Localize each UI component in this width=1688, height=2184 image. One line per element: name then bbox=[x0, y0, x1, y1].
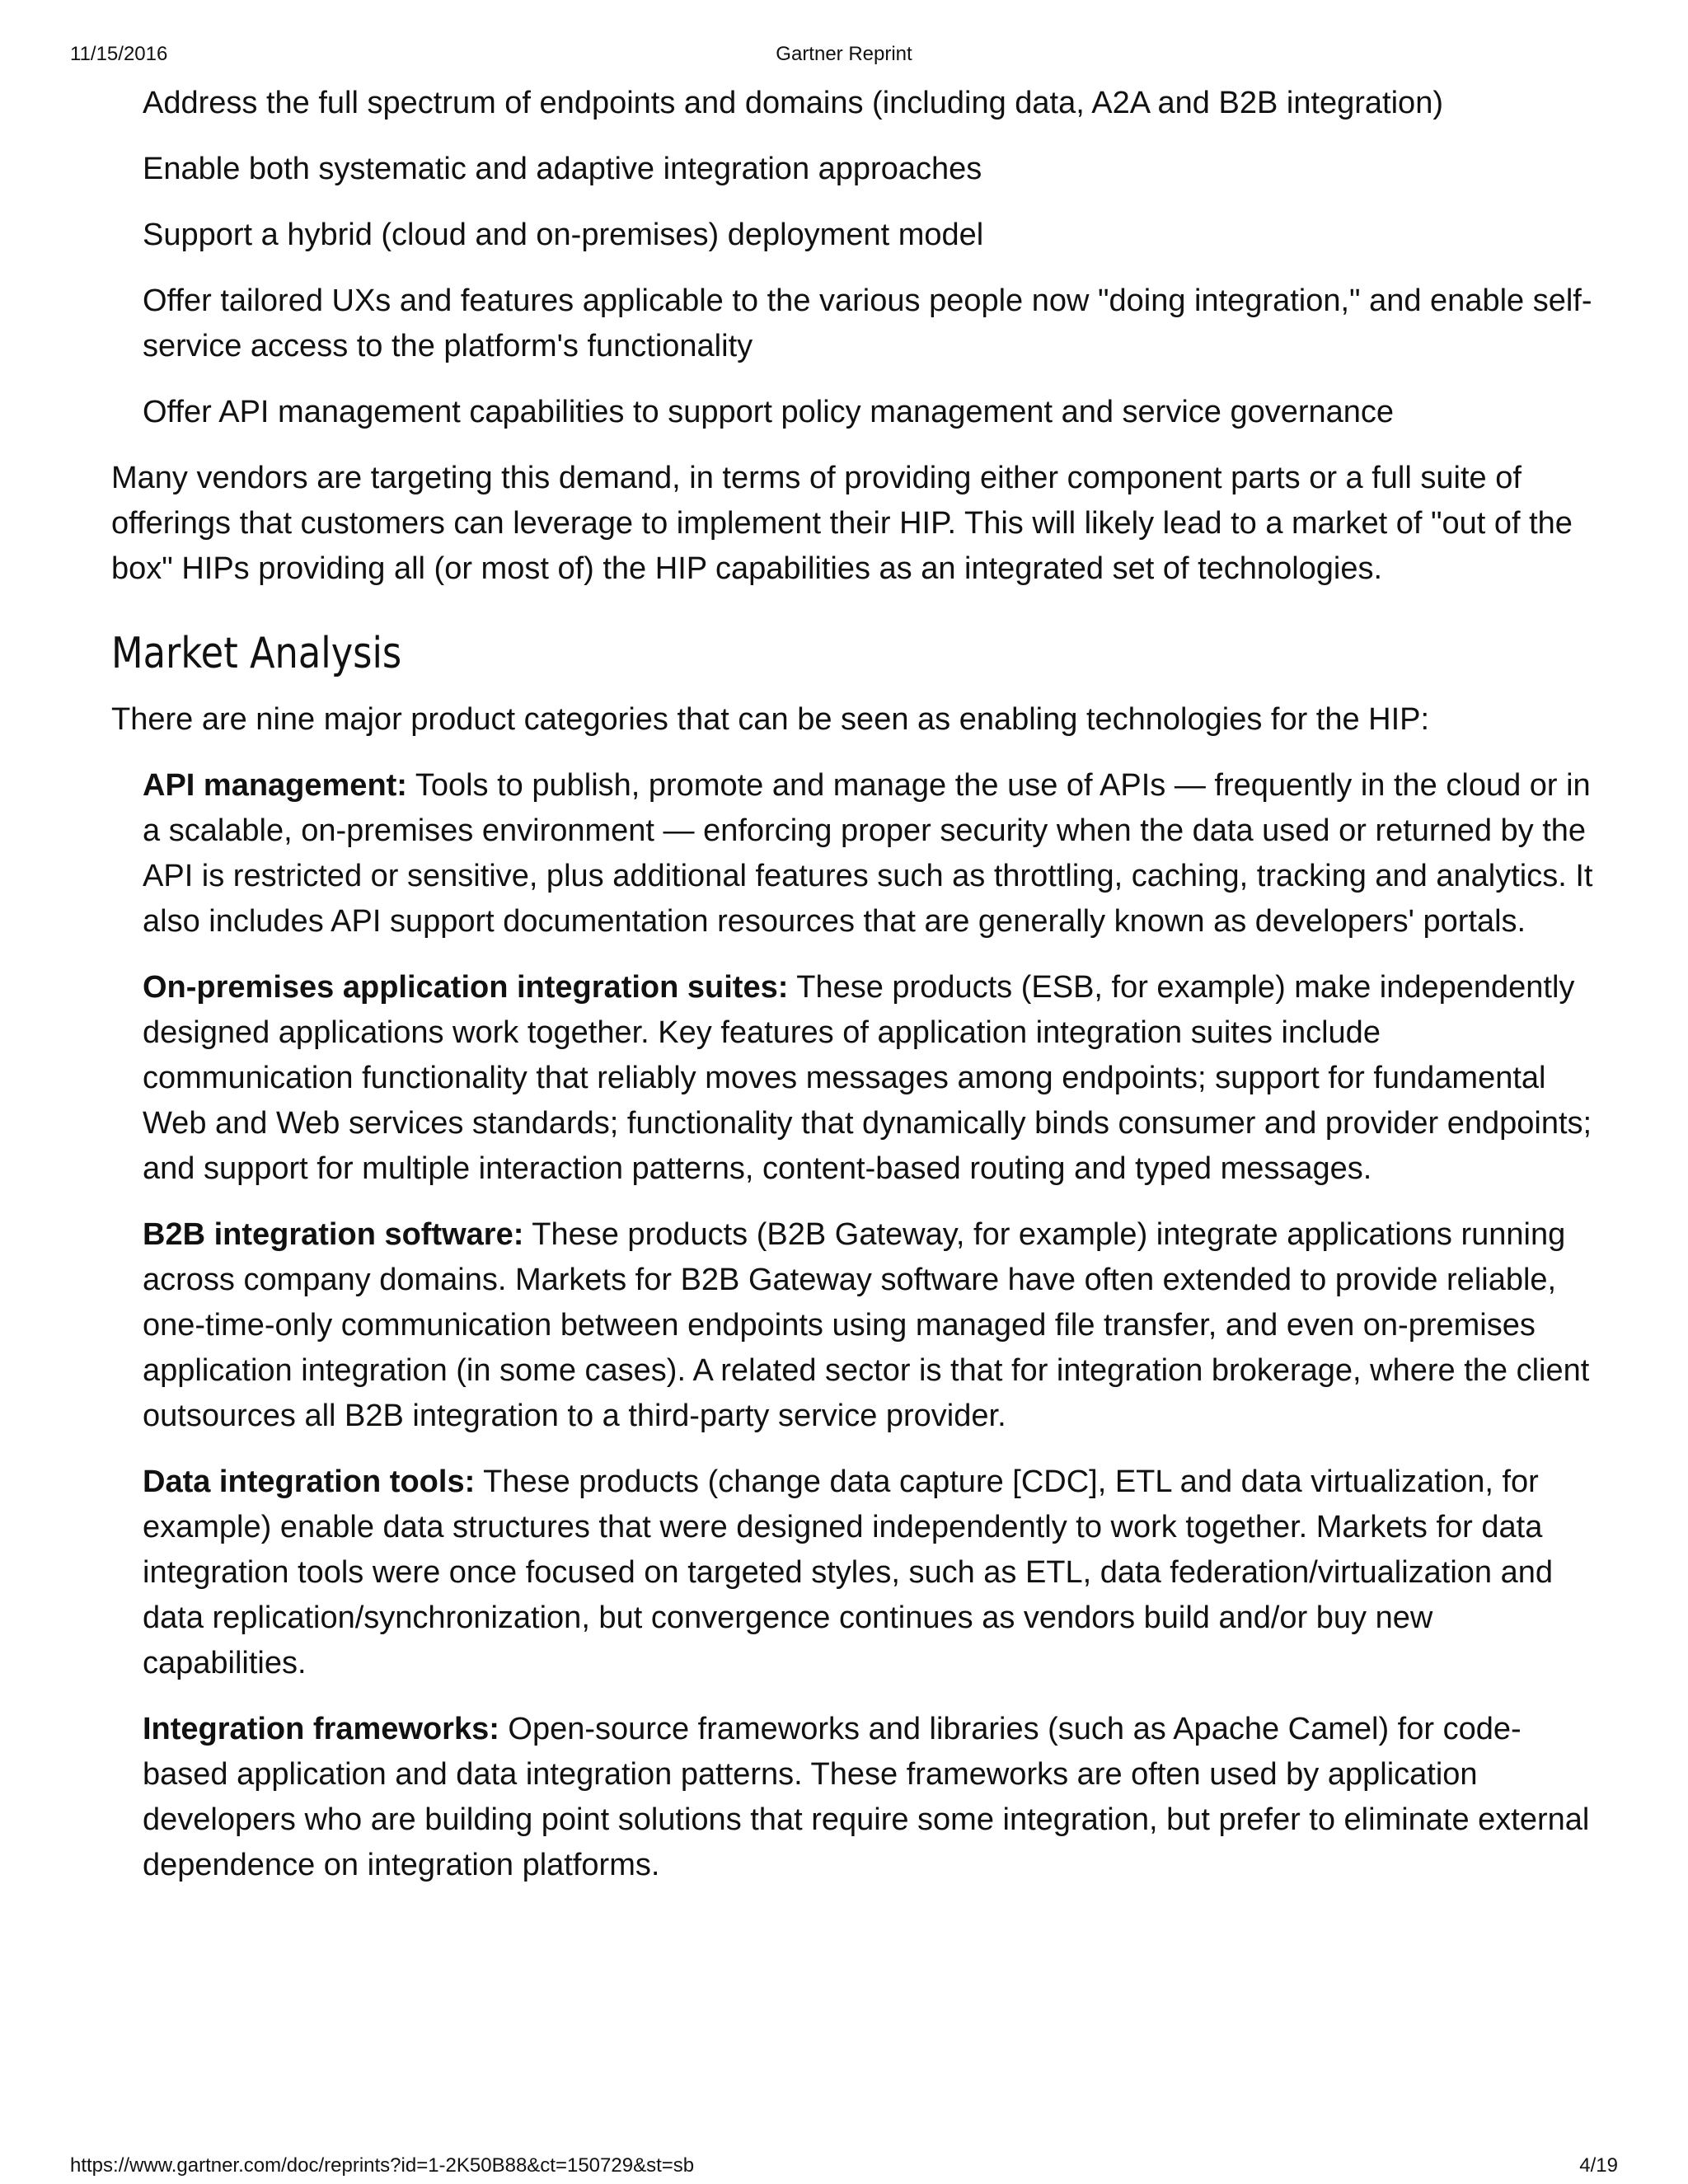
category-term: API management: bbox=[143, 768, 407, 803]
category-api-management bbox=[143, 763, 1595, 944]
list-item: Offer tailored UXs and features applicable to the various people now "doing integration," and enable self-service access to the platform's functionality bbox=[143, 284, 1592, 363]
document-body bbox=[111, 81, 1595, 1909]
page-footer bbox=[70, 2154, 1618, 2177]
source-url: https://www.gartner.com/doc/reprints?id=1-2K50B88&ct=150729&st=sb bbox=[70, 2154, 695, 2177]
section-heading: Market Analysis bbox=[111, 629, 402, 678]
requirements-list bbox=[111, 81, 1595, 435]
category-term: Data integration tools: bbox=[143, 1465, 476, 1499]
list-item: Offer API management capabilities to support policy management and service governance bbox=[143, 395, 1395, 429]
category-term: B2B integration software: bbox=[143, 1217, 524, 1252]
vendors-paragraph: Many vendors are targeting this demand, in terms of providing either component parts or a full suite of offerings that customers can leverage to implement their HIP. This will likely lead to a market of "out of the box" HIPs providing all (or most of) the HIP capabilities as an integrated set of technologies. bbox=[111, 461, 1573, 586]
category-term: On-premises application integration suites: bbox=[143, 970, 789, 1005]
print-date: 11/15/2016 bbox=[70, 43, 168, 65]
intro-paragraph: There are nine major product categories that can be seen as enabling technologies for the HIP: bbox=[111, 702, 1430, 737]
category-description: Tools to publish, promote and manage the use of APIs — frequently in the cloud or in a scalable, on-premises environment — enforcing proper security when the data used or returned by the API is restricted or sensitive, plus additional features such as throttling, caching, tracking and analytics. It also includes API support documentation resources that are generally known as developers' portals. bbox=[143, 768, 1593, 939]
category-integration-frameworks bbox=[143, 1707, 1595, 1888]
list-item: Enable both systematic and adaptive integration approaches bbox=[143, 152, 982, 186]
category-data-integration-tools bbox=[143, 1460, 1595, 1686]
document-title: Gartner Reprint bbox=[776, 43, 912, 65]
page-number: 4/19 bbox=[1579, 2154, 1618, 2177]
list-item: Address the full spectrum of endpoints and domains (including data, A2A and B2B integration) bbox=[143, 86, 1443, 120]
list-item: Support a hybrid (cloud and on-premises) deployment model bbox=[143, 218, 984, 252]
category-b2b-integration-software bbox=[143, 1212, 1595, 1439]
category-term: Integration frameworks: bbox=[143, 1712, 499, 1746]
category-description: These products (B2B Gateway, for example) integrate applications running across company domains. Markets for B2B Gateway software have often extended to provide reliable, one-time-only communication between endpoints using managed file transfer, and even on-premises application integration (in some cases). A related sector is that for integration brokerage, where the client outsources all B2B integration to a third-party service provider. bbox=[143, 1217, 1590, 1433]
category-list bbox=[111, 763, 1595, 1888]
page-header bbox=[70, 43, 1618, 66]
category-application-integration-suites bbox=[143, 965, 1595, 1192]
category-description: These products (ESB, for example) make independently designed applications work together. Key features of application integration suites include communication functionality that reliably moves messages among endpoints; support for fundamental Web and Web services standards; functionality that dynamically binds consumer and provider endpoints; and support for multiple interaction patterns, content-based routing and typed messages. bbox=[143, 970, 1592, 1186]
category-description: These products (change data capture [CDC], ETL and data virtualization, for example) enable data structures that were designed independently to work together. Markets for data integration tools were once focused on targeted styles, such as ETL, data federation/virtualization and data replication/synchronization, but convergence continues as vendors build and/or buy new capabilities. bbox=[143, 1465, 1554, 1680]
category-description: Open-source frameworks and libraries (such as Apache Camel) for code-based application and data integration patterns. These frameworks are often used by application developers who are building point solutions that require some integration, but prefer to eliminate external dependence on integration platforms. bbox=[143, 1712, 1590, 1882]
